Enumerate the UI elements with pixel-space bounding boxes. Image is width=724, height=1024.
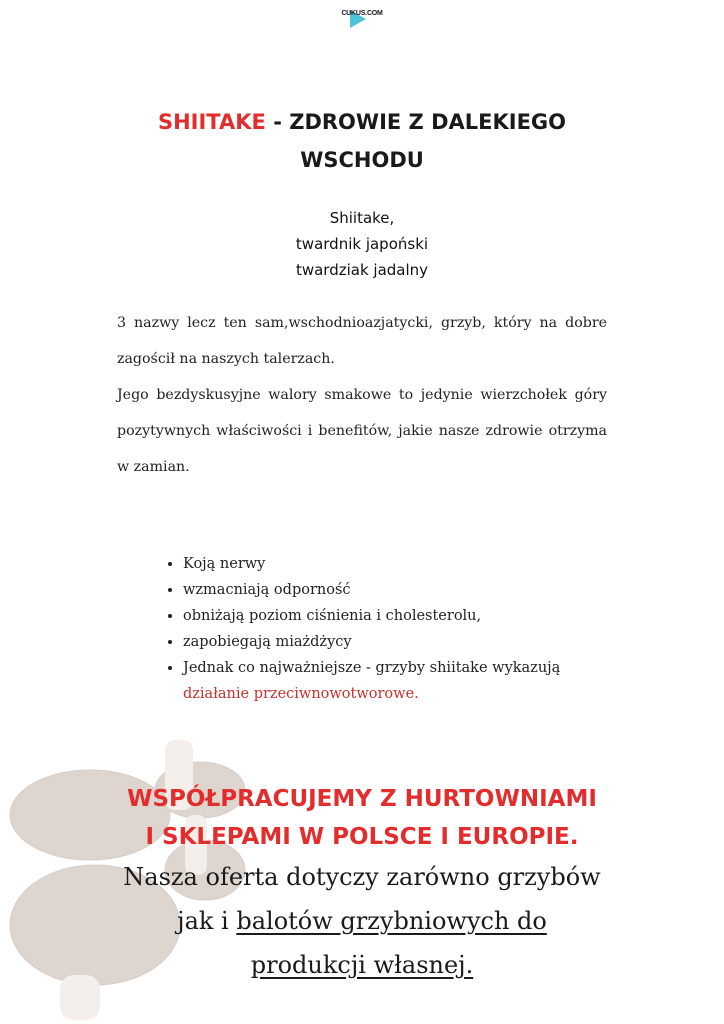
list-item-highlight: działanie przeciwnowotworowe. (183, 686, 419, 702)
title-line1: - ZDROWIE Z DALEKIEGO (265, 110, 567, 134)
intro-paragraph: 3 nazwy lecz ten sam,wschodnioazjatycki, grzyb, który na dobre zagościł na naszych talerzach. (117, 315, 607, 367)
offer-line (60, 899, 664, 943)
list-item-text: Jednak co najważniejsze - grzyby shiitake wykazują (183, 660, 561, 676)
logo (338, 6, 386, 28)
cta-line: WSPÓŁPRACUJEMY Z HURTOWNIAMI (127, 786, 597, 812)
intro-text (117, 305, 607, 485)
offer-text (60, 855, 664, 987)
intro-paragraph: Jego bezdyskusyjne walory smakowe to jedynie wierzchołek góry pozytywnych właściwości i benefitów, jakie nasze zdrowie otrzyma w zamian. (117, 387, 607, 475)
list-item: • obniżają poziom ciśnienia i cholesterolu, (183, 603, 603, 629)
offer-line (60, 943, 664, 987)
name-line: twardnik japoński (295, 235, 429, 253)
offer-underlined: balotów grzybniowych do (236, 907, 547, 935)
mushroom-names (200, 205, 524, 283)
title-highlight: SHIITAKE (157, 110, 266, 134)
page-title (60, 103, 664, 179)
list-item: • zapobiegają miażdżycy (183, 629, 603, 655)
name-line: twardziak jadalny (295, 261, 429, 279)
title-line2: WSCHODU (300, 148, 424, 172)
offer-plain: jak i (177, 907, 237, 935)
offer-underlined: produkcji własnej. (250, 951, 474, 979)
offer-line: Nasza oferta dotyczy zarówno grzybów (123, 863, 601, 891)
name-line: Shiitake, (329, 209, 395, 227)
list-item: • Koją nerwy (183, 551, 603, 577)
benefits-list (163, 551, 603, 707)
list-item: • wzmacniają odporność (183, 577, 603, 603)
list-item (183, 655, 603, 707)
cta-line: I SKLEPAMI W POLSCE I EUROPIE. (145, 824, 579, 850)
logo-text: CUKUS.COM (341, 10, 383, 17)
cooperation-heading (60, 780, 664, 856)
